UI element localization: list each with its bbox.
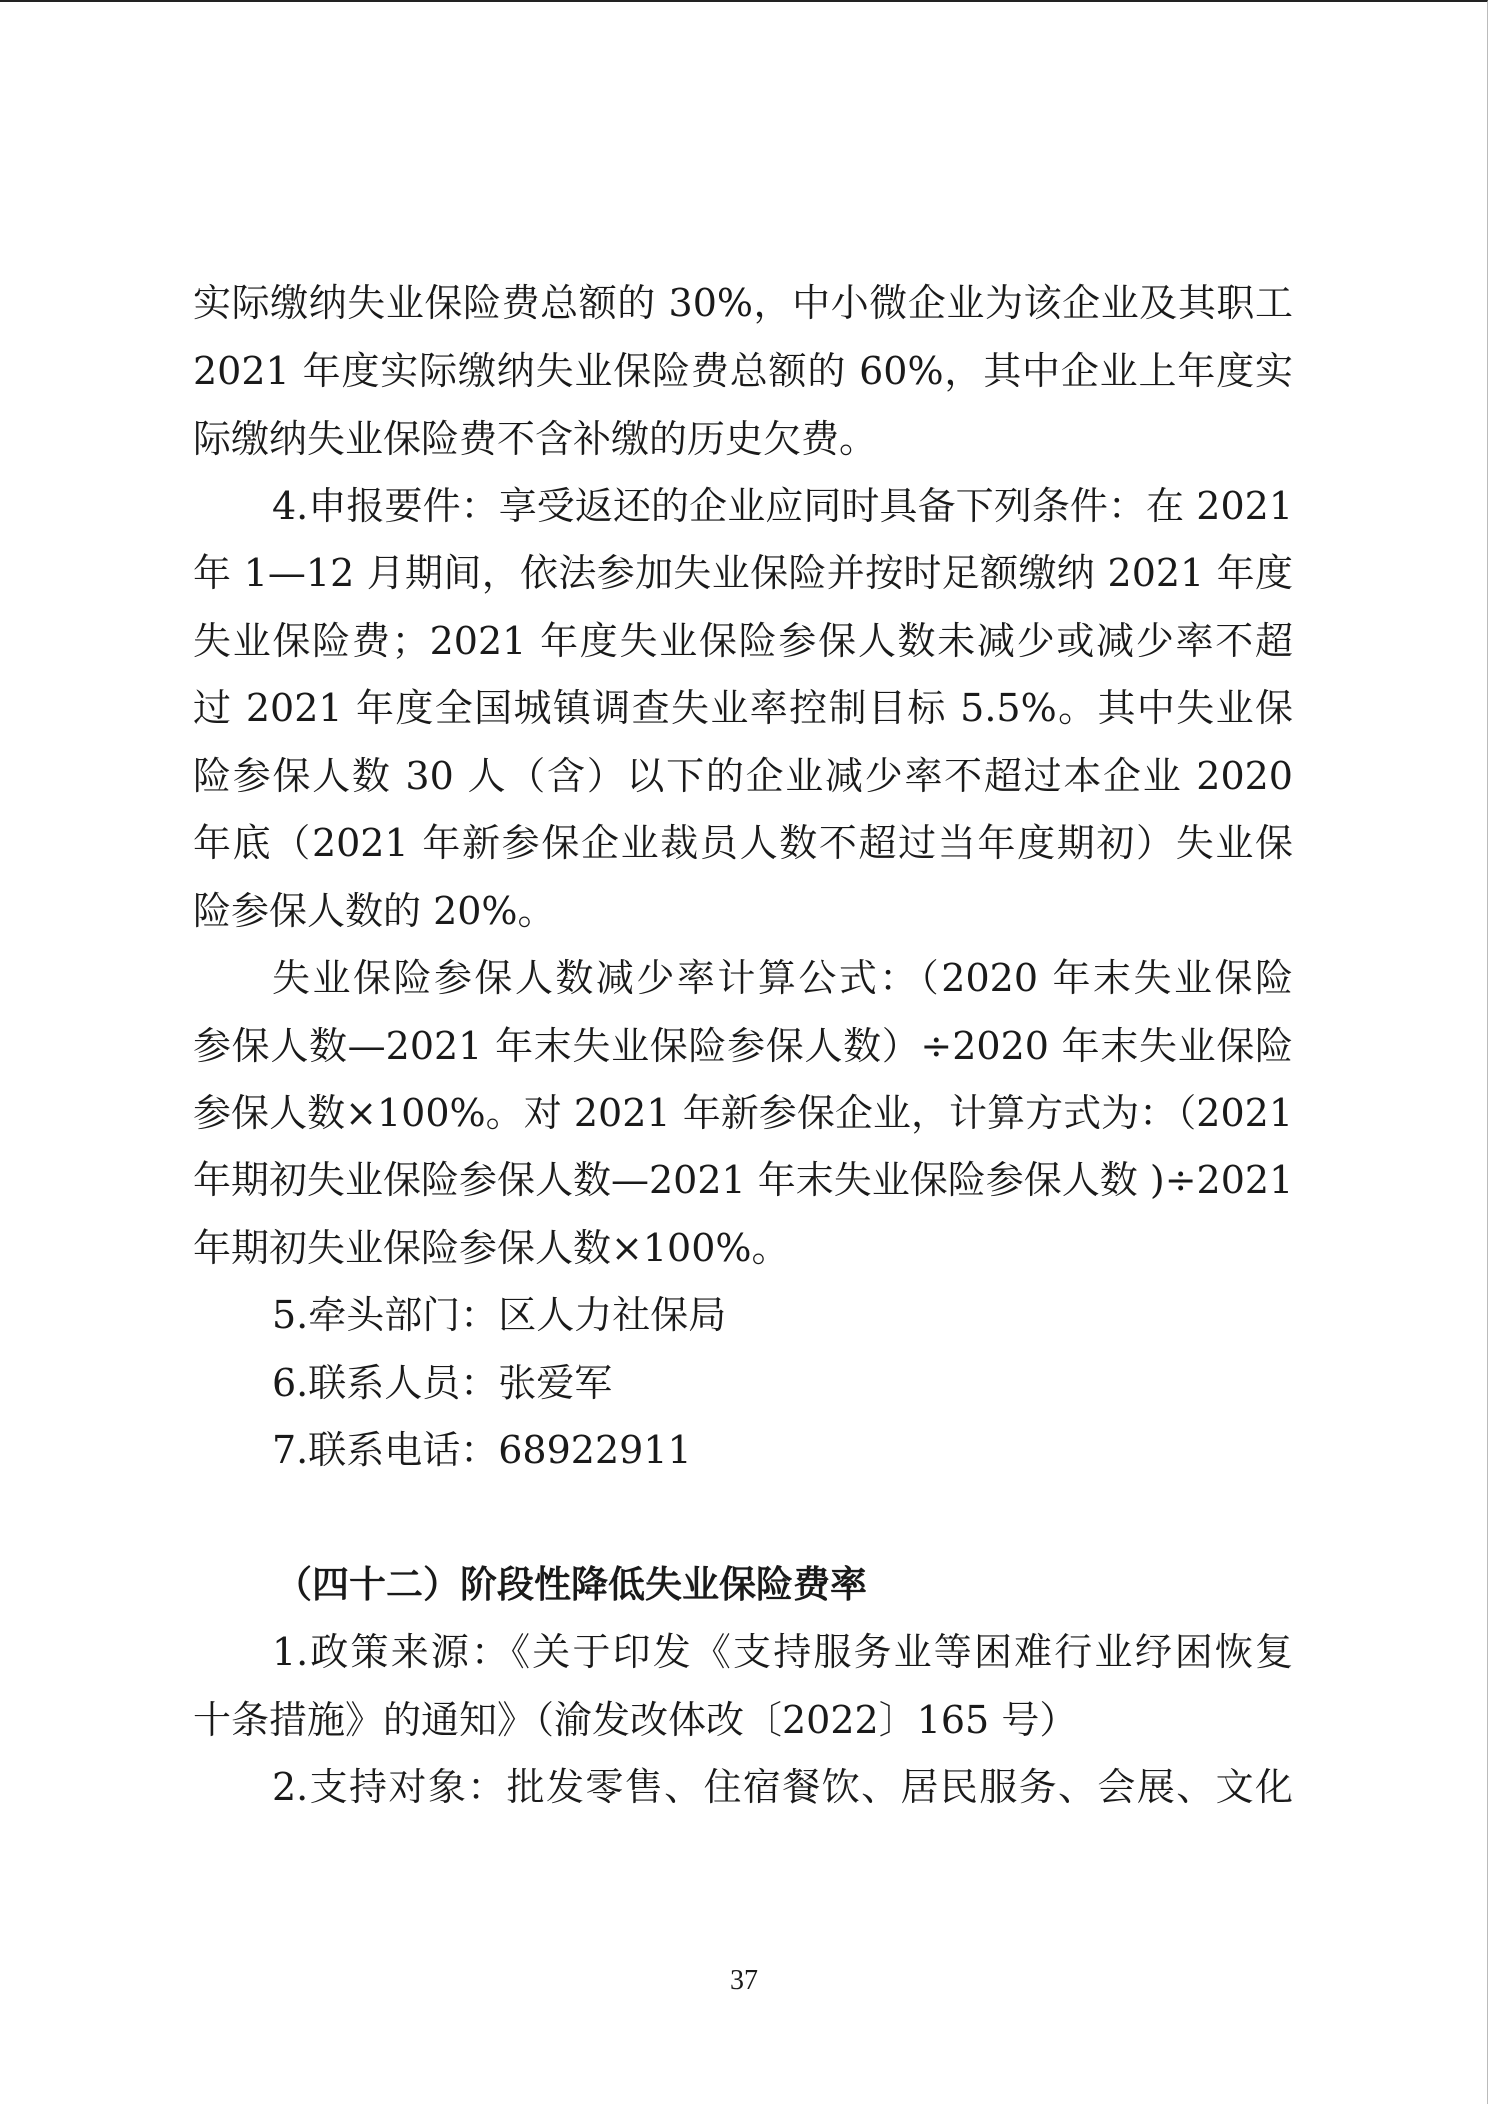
body-text-line: 年期初失业保险参保人数—2021 年末失业保险参保人数 )÷2021	[193, 1158, 1294, 1202]
body-text-line: 际缴纳失业保险费不含补缴的历史欠费。	[193, 417, 878, 461]
body-text-line: 年底（2021 年新参保企业裁员人数不超过当年度期初）失业保	[193, 821, 1293, 865]
body-text-line: 1.政策来源：《关于印发《支持服务业等困难行业纾困恢复	[272, 1630, 1293, 1674]
body-text-line: 年 1—12 月期间，依法参加失业保险并按时足额缴纳 2021 年度	[193, 551, 1293, 595]
body-text-line: 5.牵头部门：区人力社保局	[272, 1293, 727, 1337]
body-text-line: 失业保险参保人数减少率计算公式：（2020 年末失业保险	[272, 956, 1293, 1000]
body-text-line: 过 2021 年度全国城镇调查失业率控制目标 5.5%。其中失业保	[193, 686, 1293, 730]
body-text-line: 参保人数×100%。对 2021 年新参保企业，计算方式为：（2021	[193, 1091, 1293, 1135]
body-text-line: 2.支持对象：批发零售、住宿餐饮、居民服务、会展、文化	[272, 1765, 1293, 1809]
body-text-line: 险参保人数的 20%。	[193, 889, 556, 933]
body-text-line: 险参保人数 30 人（含）以下的企业减少率不超过本企业 2020	[193, 754, 1293, 798]
page-number: 37	[730, 1965, 758, 1996]
body-text-line: 参保人数—2021 年末失业保险参保人数）÷2020 年末失业保险	[193, 1024, 1293, 1068]
section-heading: （四十二）阶段性降低失业保险费率	[275, 1563, 867, 1606]
body-text-line: 失业保险费；2021 年度失业保险参保人数未减少或减少率不超	[193, 619, 1293, 663]
body-text-line: 4.申报要件：享受返还的企业应同时具备下列条件：在 2021	[272, 484, 1293, 528]
body-text-line: 年期初失业保险参保人数×100%。	[193, 1226, 790, 1270]
body-text-line: 7.联系电话：68922911	[272, 1428, 692, 1472]
body-text-line: 实际缴纳失业保险费总额的 30%，中小微企业为该企业及其职工	[193, 281, 1293, 325]
body-text-line: 2021 年度实际缴纳失业保险费总额的 60%，其中企业上年度实	[193, 349, 1293, 393]
body-text-line: 6.联系人员：张爱军	[272, 1361, 613, 1405]
body-text-line: 十条措施》的通知》（渝发改体改〔2022〕165 号）	[193, 1698, 1078, 1742]
